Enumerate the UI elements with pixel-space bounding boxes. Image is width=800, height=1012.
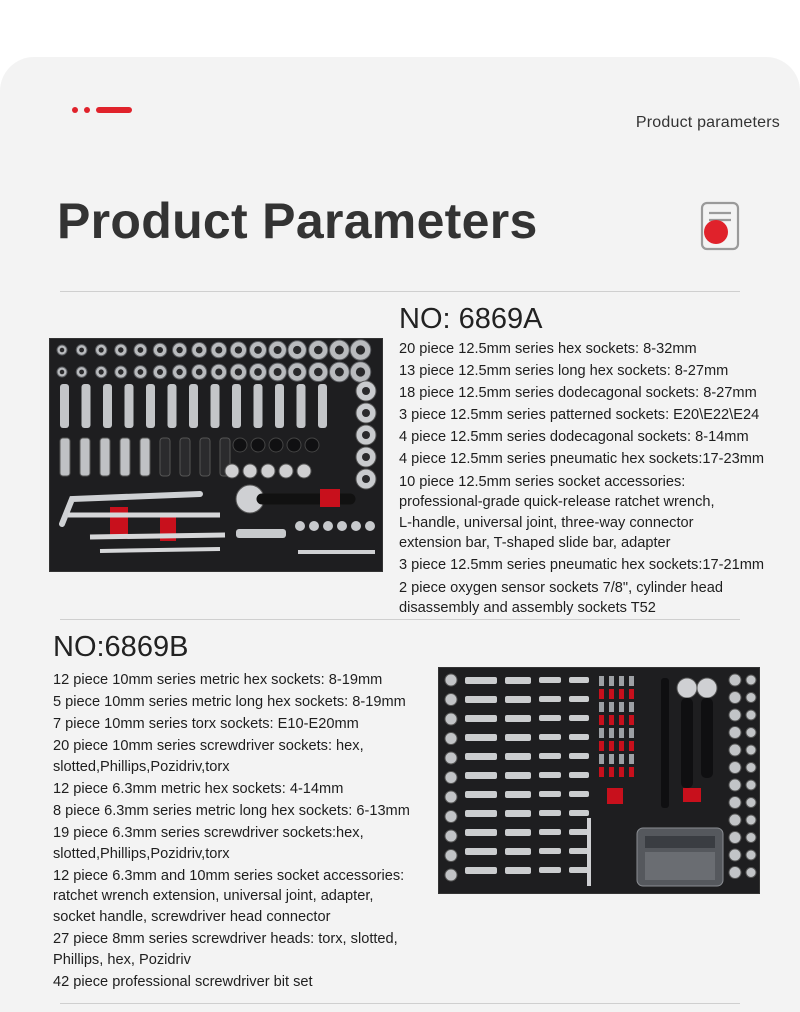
bit bbox=[599, 689, 604, 699]
long-socket bbox=[146, 384, 155, 428]
socket-hole bbox=[99, 369, 104, 374]
long-socket bbox=[125, 384, 134, 428]
long-socket bbox=[465, 829, 497, 836]
socket bbox=[505, 677, 531, 684]
large-socket-hole bbox=[362, 453, 370, 461]
socket bbox=[80, 438, 90, 476]
socket bbox=[729, 779, 741, 791]
model-number-a: NO: 6869A bbox=[399, 303, 543, 335]
ratchet-head bbox=[697, 678, 717, 698]
socket bbox=[729, 849, 741, 861]
bit bbox=[619, 767, 624, 777]
socket bbox=[729, 709, 741, 721]
socket bbox=[746, 798, 756, 808]
long-socket bbox=[465, 867, 497, 874]
socket-hole bbox=[138, 369, 144, 375]
socket-handle bbox=[661, 678, 669, 808]
bit bbox=[609, 702, 614, 712]
bit-socket bbox=[569, 772, 589, 778]
bit bbox=[619, 702, 624, 712]
socket-hole bbox=[254, 346, 262, 354]
socket bbox=[505, 829, 531, 836]
socket bbox=[505, 867, 531, 874]
socket bbox=[746, 815, 756, 825]
tool-tray-b-image bbox=[438, 667, 760, 894]
bit bbox=[609, 715, 614, 725]
ratchet-handle bbox=[701, 698, 713, 778]
bit bbox=[609, 767, 614, 777]
socket-hole bbox=[254, 368, 262, 376]
long-socket bbox=[465, 848, 497, 855]
bit bbox=[609, 676, 614, 686]
bit-socket bbox=[539, 848, 561, 854]
socket bbox=[445, 674, 457, 686]
long-socket bbox=[318, 384, 327, 428]
bit-socket bbox=[539, 677, 561, 683]
socket bbox=[445, 869, 457, 881]
bit bbox=[609, 689, 614, 699]
socket-hole bbox=[356, 345, 365, 354]
socket-hole bbox=[60, 370, 65, 375]
socket bbox=[445, 830, 457, 842]
tray-b-graphic bbox=[439, 668, 759, 893]
long-socket bbox=[254, 384, 263, 428]
long-socket bbox=[168, 384, 177, 428]
bit bbox=[599, 676, 604, 686]
bit bbox=[629, 702, 634, 712]
document-icon bbox=[699, 201, 743, 253]
spec-item: 20 piece 12.5mm series hex sockets: 8-32mm bbox=[399, 341, 697, 357]
bit bbox=[629, 754, 634, 764]
socket bbox=[729, 744, 741, 756]
large-socket-hole bbox=[362, 387, 370, 395]
socket bbox=[729, 674, 741, 686]
socket bbox=[746, 693, 756, 703]
decor-dash bbox=[96, 107, 132, 113]
red-slot bbox=[607, 788, 623, 804]
socket bbox=[60, 438, 70, 476]
socket-hole bbox=[157, 347, 163, 353]
bit-socket bbox=[539, 772, 561, 778]
bit bbox=[599, 702, 604, 712]
spec-item: 12 piece 6.3mm metric hex sockets: 4-14mm bbox=[53, 780, 344, 797]
socket-hole bbox=[274, 346, 282, 354]
long-socket bbox=[189, 384, 198, 428]
breadcrumb[interactable]: Product parameters bbox=[635, 114, 780, 131]
bit-set-lid bbox=[645, 852, 715, 880]
red-slot bbox=[683, 788, 701, 802]
socket bbox=[746, 745, 756, 755]
socket-hole bbox=[118, 347, 123, 352]
long-socket bbox=[211, 384, 220, 428]
spec-list-b bbox=[53, 670, 443, 994]
socket-hole bbox=[215, 346, 222, 353]
bit bbox=[619, 728, 624, 738]
long-socket bbox=[465, 677, 497, 684]
spec-item: 27 piece 8mm series screwdriver heads: torx, slotted, Phillips, hex, Pozidriv bbox=[53, 931, 398, 968]
large-socket-hole bbox=[362, 475, 370, 483]
spec-item: 3 piece 12.5mm series pneumatic hex sockets:17-21mm bbox=[399, 557, 765, 574]
extension-bar bbox=[90, 535, 225, 537]
bit bbox=[619, 741, 624, 751]
spec-item: 42 piece professional screwdriver bit set bbox=[53, 973, 313, 990]
socket-hole bbox=[99, 347, 104, 352]
page-title: Product Parameters bbox=[57, 193, 538, 249]
socket bbox=[120, 438, 130, 476]
socket-hole bbox=[215, 368, 222, 375]
adapter bbox=[309, 521, 319, 531]
socket bbox=[180, 438, 190, 476]
bit-socket bbox=[569, 696, 589, 702]
long-socket bbox=[82, 384, 91, 428]
bit-socket bbox=[539, 791, 561, 797]
socket bbox=[100, 438, 110, 476]
long-socket bbox=[465, 810, 497, 817]
spec-list-a bbox=[399, 339, 800, 620]
spec-item: 10 piece 12.5mm series socket accessories: professional-grade quick-release ratchet wrench, L-handle, universal joint, three-way connector extension bar, T-shaped slide bar, adapter bbox=[399, 473, 715, 552]
bit-socket bbox=[569, 677, 589, 683]
bit bbox=[599, 728, 604, 738]
impact-socket bbox=[233, 438, 247, 452]
socket bbox=[445, 791, 457, 803]
socket bbox=[729, 692, 741, 704]
long-socket bbox=[465, 791, 497, 798]
spec-item: 8 piece 6.3mm series metric long hex sockets: 6-13mm bbox=[53, 803, 410, 820]
socket bbox=[746, 780, 756, 790]
long-socket bbox=[103, 384, 112, 428]
socket bbox=[746, 728, 756, 738]
socket bbox=[225, 464, 239, 478]
bit bbox=[629, 715, 634, 725]
socket bbox=[160, 438, 170, 476]
socket bbox=[445, 752, 457, 764]
socket bbox=[746, 850, 756, 860]
long-socket bbox=[236, 529, 286, 538]
bit-socket bbox=[539, 696, 561, 702]
large-socket-hole bbox=[362, 409, 370, 417]
divider bbox=[60, 619, 740, 620]
socket-hole bbox=[60, 348, 65, 353]
bit-socket bbox=[539, 734, 561, 740]
socket bbox=[729, 814, 741, 826]
decor-dot bbox=[84, 107, 90, 113]
bit bbox=[629, 728, 634, 738]
long-socket bbox=[275, 384, 284, 428]
socket-hole bbox=[293, 368, 301, 376]
socket bbox=[445, 850, 457, 862]
spec-item: 12 piece 6.3mm and 10mm series socket accessories: ratchet wrench extension, universal joint, adapter, socket handle, screwdriver head connector bbox=[53, 867, 405, 926]
socket-hole bbox=[274, 368, 282, 376]
spec-item: 7 piece 10mm series torx sockets: E10-E20mm bbox=[53, 716, 359, 733]
decor-dot bbox=[72, 107, 78, 113]
socket bbox=[243, 464, 257, 478]
bit-socket bbox=[569, 810, 589, 816]
long-socket bbox=[465, 772, 497, 779]
divider bbox=[60, 1003, 740, 1004]
socket bbox=[746, 710, 756, 720]
bit-socket bbox=[539, 753, 561, 759]
socket bbox=[505, 715, 531, 722]
socket-hole bbox=[176, 347, 182, 353]
socket-hole bbox=[314, 368, 323, 377]
socket bbox=[746, 833, 756, 843]
bit bbox=[629, 689, 634, 699]
bit-socket bbox=[569, 715, 589, 721]
spec-item: 3 piece 12.5mm series patterned sockets: E20\E22\E24 bbox=[399, 407, 760, 424]
tray-a-graphic bbox=[50, 339, 382, 571]
bit bbox=[599, 715, 604, 725]
adapter bbox=[295, 521, 305, 531]
socket bbox=[445, 694, 457, 706]
bit bbox=[599, 767, 604, 777]
socket bbox=[445, 733, 457, 745]
bit-socket bbox=[539, 810, 561, 816]
socket bbox=[729, 762, 741, 774]
long-socket bbox=[465, 696, 497, 703]
bit-socket bbox=[569, 791, 589, 797]
socket-hole bbox=[293, 346, 301, 354]
adapter bbox=[323, 521, 333, 531]
spec-item: 20 piece 10mm series screwdriver sockets: hex, slotted,Phillips,Pozidriv,torx bbox=[53, 738, 364, 775]
spec-item: 4 piece 12.5mm series pneumatic hex sockets:17-23mm bbox=[399, 451, 765, 468]
bit-socket bbox=[539, 867, 561, 873]
spec-item: 2 piece oxygen sensor sockets 7/8", cylinder head disassembly and assembly sockets T52 bbox=[399, 579, 723, 617]
long-socket bbox=[465, 753, 497, 760]
long-socket bbox=[465, 715, 497, 722]
bit-socket bbox=[569, 734, 589, 740]
bit bbox=[629, 676, 634, 686]
socket bbox=[445, 772, 457, 784]
ratchet-handle bbox=[681, 698, 693, 788]
adapter bbox=[337, 521, 347, 531]
socket bbox=[746, 868, 756, 878]
adapter bbox=[351, 521, 361, 531]
socket bbox=[505, 791, 531, 798]
bit bbox=[599, 741, 604, 751]
bit-socket bbox=[569, 848, 589, 854]
impact-socket bbox=[269, 438, 283, 452]
tool-tray-a-image bbox=[49, 338, 383, 572]
socket bbox=[505, 848, 531, 855]
socket bbox=[200, 438, 210, 476]
red-slot bbox=[320, 489, 340, 507]
bit-socket bbox=[569, 829, 589, 835]
socket-hole bbox=[235, 368, 242, 375]
bit-socket bbox=[569, 867, 589, 873]
socket-hole bbox=[79, 348, 84, 353]
ratchet-head bbox=[677, 678, 697, 698]
spec-item: 12 piece 10mm series metric hex sockets: 8-19mm bbox=[53, 672, 383, 688]
socket-hole bbox=[314, 346, 323, 355]
long-socket bbox=[465, 734, 497, 741]
bit bbox=[619, 754, 624, 764]
socket-hole bbox=[196, 369, 203, 376]
adapter bbox=[365, 521, 375, 531]
bit bbox=[609, 741, 614, 751]
socket-hole bbox=[157, 369, 163, 375]
divider bbox=[60, 291, 740, 292]
bit bbox=[619, 676, 624, 686]
socket bbox=[445, 713, 457, 725]
bit-socket bbox=[539, 829, 561, 835]
long-socket bbox=[232, 384, 241, 428]
socket-hole bbox=[138, 347, 144, 353]
bit bbox=[609, 728, 614, 738]
socket bbox=[505, 753, 531, 760]
impact-socket bbox=[251, 438, 265, 452]
socket bbox=[505, 696, 531, 703]
socket bbox=[746, 675, 756, 685]
socket-hole bbox=[79, 370, 84, 375]
socket bbox=[746, 763, 756, 773]
socket-hole bbox=[335, 346, 344, 355]
socket bbox=[505, 772, 531, 779]
socket bbox=[729, 797, 741, 809]
extension-bar bbox=[100, 549, 220, 551]
spec-item: 4 piece 12.5mm series dodecagonal sockets: 8-14mm bbox=[399, 429, 749, 446]
bit bbox=[629, 767, 634, 777]
impact-socket bbox=[287, 438, 301, 452]
socket-hole bbox=[356, 367, 365, 376]
socket-hole bbox=[118, 369, 123, 374]
socket bbox=[729, 867, 741, 879]
bit-set-label bbox=[645, 836, 715, 848]
spec-item: 19 piece 6.3mm series screwdriver sockets:hex, slotted,Phillips,Pozidriv,torx bbox=[53, 825, 364, 862]
spec-item: 5 piece 10mm series metric long hex sockets: 8-19mm bbox=[53, 694, 406, 711]
socket bbox=[505, 810, 531, 817]
spec-item: 18 piece 12.5mm series dodecagonal sockets: 8-27mm bbox=[399, 385, 757, 402]
bit bbox=[609, 754, 614, 764]
socket-hole bbox=[335, 368, 344, 377]
bit bbox=[599, 754, 604, 764]
socket-hole bbox=[196, 347, 203, 354]
bit-socket bbox=[569, 753, 589, 759]
long-socket bbox=[297, 384, 306, 428]
impact-socket bbox=[305, 438, 319, 452]
socket bbox=[140, 438, 150, 476]
bit bbox=[619, 689, 624, 699]
spec-item: 13 piece 12.5mm series long hex sockets: 8-27mm bbox=[399, 363, 729, 380]
model-number-b: NO:6869B bbox=[53, 631, 189, 663]
socket bbox=[729, 832, 741, 844]
bit-socket bbox=[539, 715, 561, 721]
socket bbox=[279, 464, 293, 478]
socket bbox=[445, 811, 457, 823]
socket-hole bbox=[176, 369, 182, 375]
bit bbox=[619, 715, 624, 725]
socket bbox=[729, 727, 741, 739]
socket bbox=[297, 464, 311, 478]
socket bbox=[505, 734, 531, 741]
socket-hole bbox=[235, 346, 242, 353]
socket bbox=[261, 464, 275, 478]
long-socket bbox=[60, 384, 69, 428]
bit bbox=[629, 741, 634, 751]
large-socket-hole bbox=[362, 431, 370, 439]
